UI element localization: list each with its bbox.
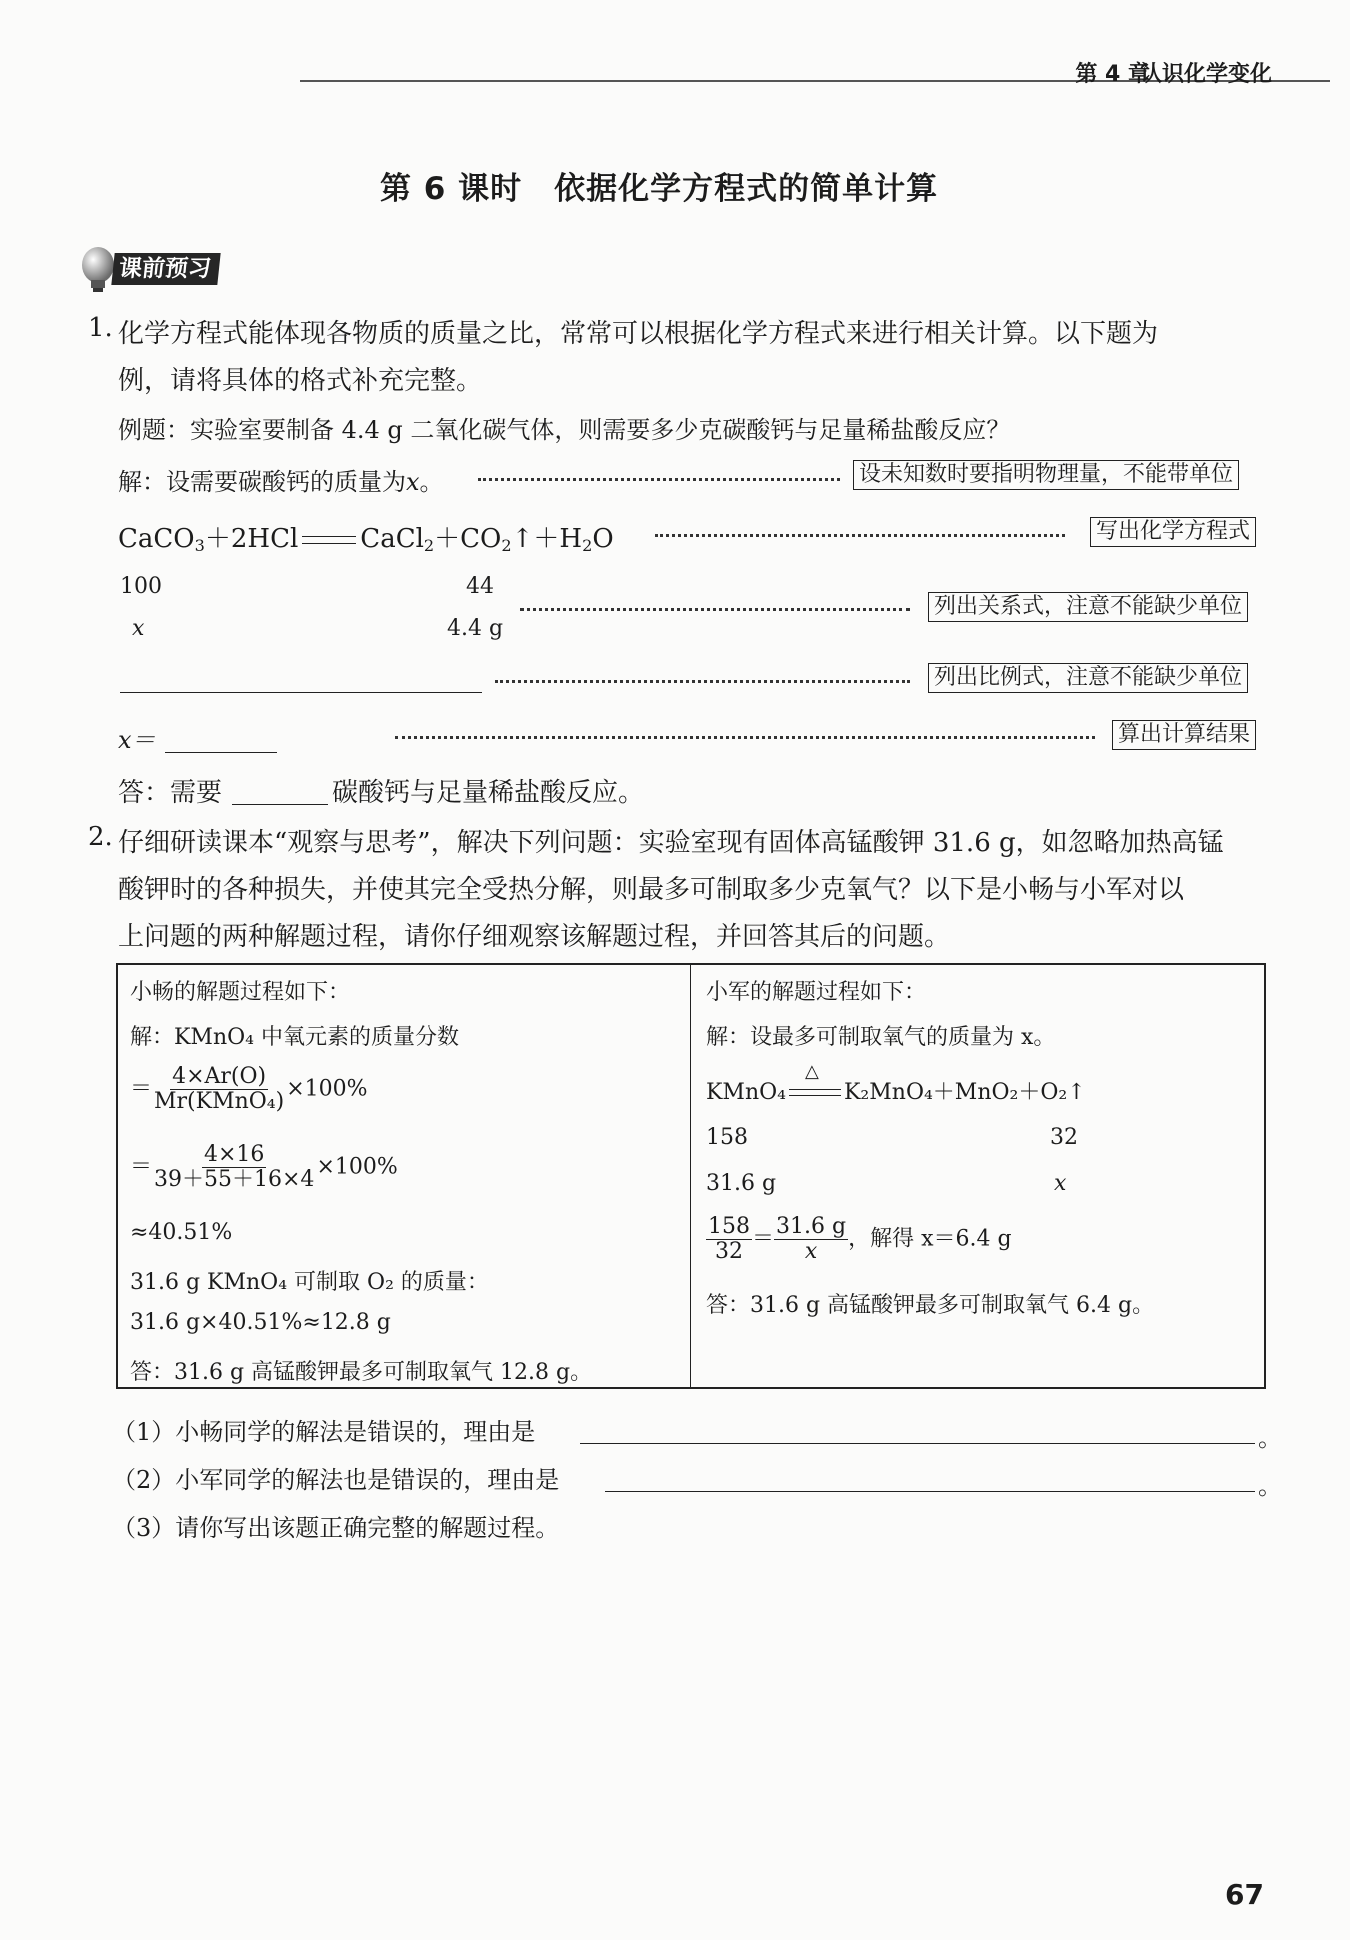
mass-100: 100 [120,574,162,599]
q2-text-line1: 仔细研读课本“观察与思考”，解决下列问题：实验室现有固体高锰酸钾 31.6 g，如忽略加热高锰 [118,828,1224,858]
mass-x: x [132,616,145,641]
right-eq-condition [789,1061,841,1103]
lesson-title: 第 6 课时 依据化学方程式的简单计算 [380,171,939,207]
q1-dots-result [395,736,1095,739]
right-eq-right: K₂MnO₄＋MnO₂＋O₂↑ [844,1080,1086,1105]
eq-cacl2: CaCl [360,524,424,554]
page-number: 67 [1225,1878,1264,1911]
header-chapter [1075,57,1150,88]
q1-example: 例题：实验室要制备 4.4 g 二氧化碳气体，则需要多少克碳酸钙与足量稀盐酸反应？ [118,416,1011,444]
eq-gas-arrow: ↑ [511,524,534,554]
right-solve: ，解得 x＝6.4 g [848,1226,1012,1252]
q1-number: 1. [88,313,113,343]
eq-plus-co2: ＋CO [434,524,502,554]
table-divider [690,963,691,1389]
q1-equation [118,518,614,555]
eq-cacl2-sub: 2 [423,536,435,556]
frac2-den: 39＋55＋16×4 [154,1167,315,1193]
eq-plus-hcl: ＋2HCl [204,524,299,554]
result-prefix: x＝ [118,726,156,754]
eq-double-bar [302,536,356,544]
mass-44g: 4.4 g [447,616,504,641]
left-heading: 小畅的解题过程如下： [130,980,351,1005]
q1-solve-line [118,462,444,497]
right-m158: 158 [706,1125,748,1150]
q2-text-line2: 酸钾时的各种损失，并使其完全受热分解，则最多可制取多少克氧气？以下是小畅与小军对以 [118,875,1185,905]
fracB-den: x [804,1239,818,1265]
right-m316: 31.6 g [706,1171,777,1196]
eq-h2o-o: O [592,524,614,554]
section-badge: 课前预习 [111,253,220,285]
frac1-num: 4×Ar(O) [172,1064,267,1089]
frac2-times100: ×100% [316,1154,398,1180]
proportion-blank[interactable] [120,692,482,693]
tag-unknown: 设未知数时要指明物理量，不能带单位 [853,460,1239,490]
q1-dots-relation [520,608,910,611]
q1-dots-proportion [495,680,910,683]
tag-equation: 写出化学方程式 [1090,517,1256,547]
result-blank[interactable] [165,752,277,753]
sub1-blank[interactable] [580,1443,1255,1444]
mass-44: 44 [466,574,494,599]
q2-text-line3: 上问题的两种解题过程，请你仔细观察该解题过程，并回答其后的问题。 [118,922,951,952]
eq-plus-h2o: ＋H [533,524,583,554]
eq-h2o-sub: 2 [582,536,593,556]
eq-co2-sub: 2 [501,536,512,556]
fracA-den: 32 [715,1239,743,1265]
left-line-mass: 31.6 g KMnO₄ 可制取 O₂ 的质量： [130,1270,489,1295]
fracB-num: 31.6 g [776,1214,847,1239]
right-proportion: $\frac{158}{32}$ ＝ $\frac{31.6 g}{x}$ ，解得 x＝6.4 g [708,1214,1012,1265]
q2-number: 2. [88,822,113,852]
left-fraction2: ＝ $\frac{4\times 16}{39+55+16\times 4}$ ×100% [130,1142,398,1193]
q1-dots-unknown [478,478,840,481]
sub-question-1: （1）小畅同学的解法是错误的，理由是 [112,1418,536,1446]
left-line-calc: 31.6 g×40.51%≈12.8 g [130,1310,391,1335]
sub1-period: 。 [1258,1424,1282,1452]
sub2-blank[interactable] [605,1491,1255,1492]
right-mx: x [1054,1171,1067,1196]
right-line1: 解：设最多可制取氧气的质量为 x。 [706,1025,1056,1050]
tag-result: 算出计算结果 [1112,720,1256,750]
left-fraction1: ＝ $\frac{4\times Ar(O)}{\text{Mr(KMnO₄)}}$ ×100% [130,1064,368,1115]
left-line1: 解：KMnO₄ 中氧元素的质量分数 [130,1025,459,1050]
eq-caco3: CaCO [118,524,195,554]
left-approx: ≈40.51% [130,1220,233,1245]
right-answer: 答：31.6 g 高锰酸钾最多可制取氧气 6.4 g。 [706,1293,1155,1318]
q1-solve-end: 。 [419,468,444,496]
chapter-number: 第 4 章 [1075,62,1150,87]
right-equation [706,1061,1086,1106]
frac1-times100: ×100% [286,1076,368,1102]
delta-symbol: △ [805,1061,819,1082]
left-answer: 答：31.6 g 高锰酸钾最多可制取氧气 12.8 g。 [130,1360,593,1385]
q1-dots-equation [655,534,1065,537]
q1-answer-prefix: 答：需要 [118,778,223,808]
sub2-period: 。 [1258,1472,1282,1500]
frac1-den: Mr(KMnO₄) [154,1089,285,1115]
eq-caco3-sub: 3 [194,536,205,556]
fracA-num: 158 [708,1214,750,1239]
q1-text-line1: 化学方程式能体现各物质的质量之比，常常可以根据化学方程式来进行相关计算。以下题为 [118,319,1159,349]
header-chapter-title: 认识化学变化 [1139,62,1272,87]
tag-proportion: 列出比例式，注意不能缺少单位 [928,663,1248,693]
q1-solve-text: 解：设需要碳酸钙的质量为 [118,468,406,496]
right-heading: 小军的解题过程如下： [706,980,927,1005]
q1-answer-suffix: 碳酸钙与足量稀盐酸反应。 [332,778,645,808]
tag-relation: 列出关系式，注意不能缺少单位 [928,592,1248,622]
right-eq-left: KMnO₄ [706,1080,786,1105]
sub-question-3: （3）请你写出该题正确完整的解题过程。 [112,1514,560,1542]
right-m32: 32 [1050,1125,1078,1150]
sub-question-2: （2）小军同学的解法也是错误的，理由是 [112,1466,560,1494]
frac2-num: 4×16 [204,1142,265,1167]
q1-text-line2: 例，请将具体的格式补充完整。 [118,366,483,396]
answer-blank[interactable] [232,804,328,805]
q1-solve-var: x [406,468,420,496]
